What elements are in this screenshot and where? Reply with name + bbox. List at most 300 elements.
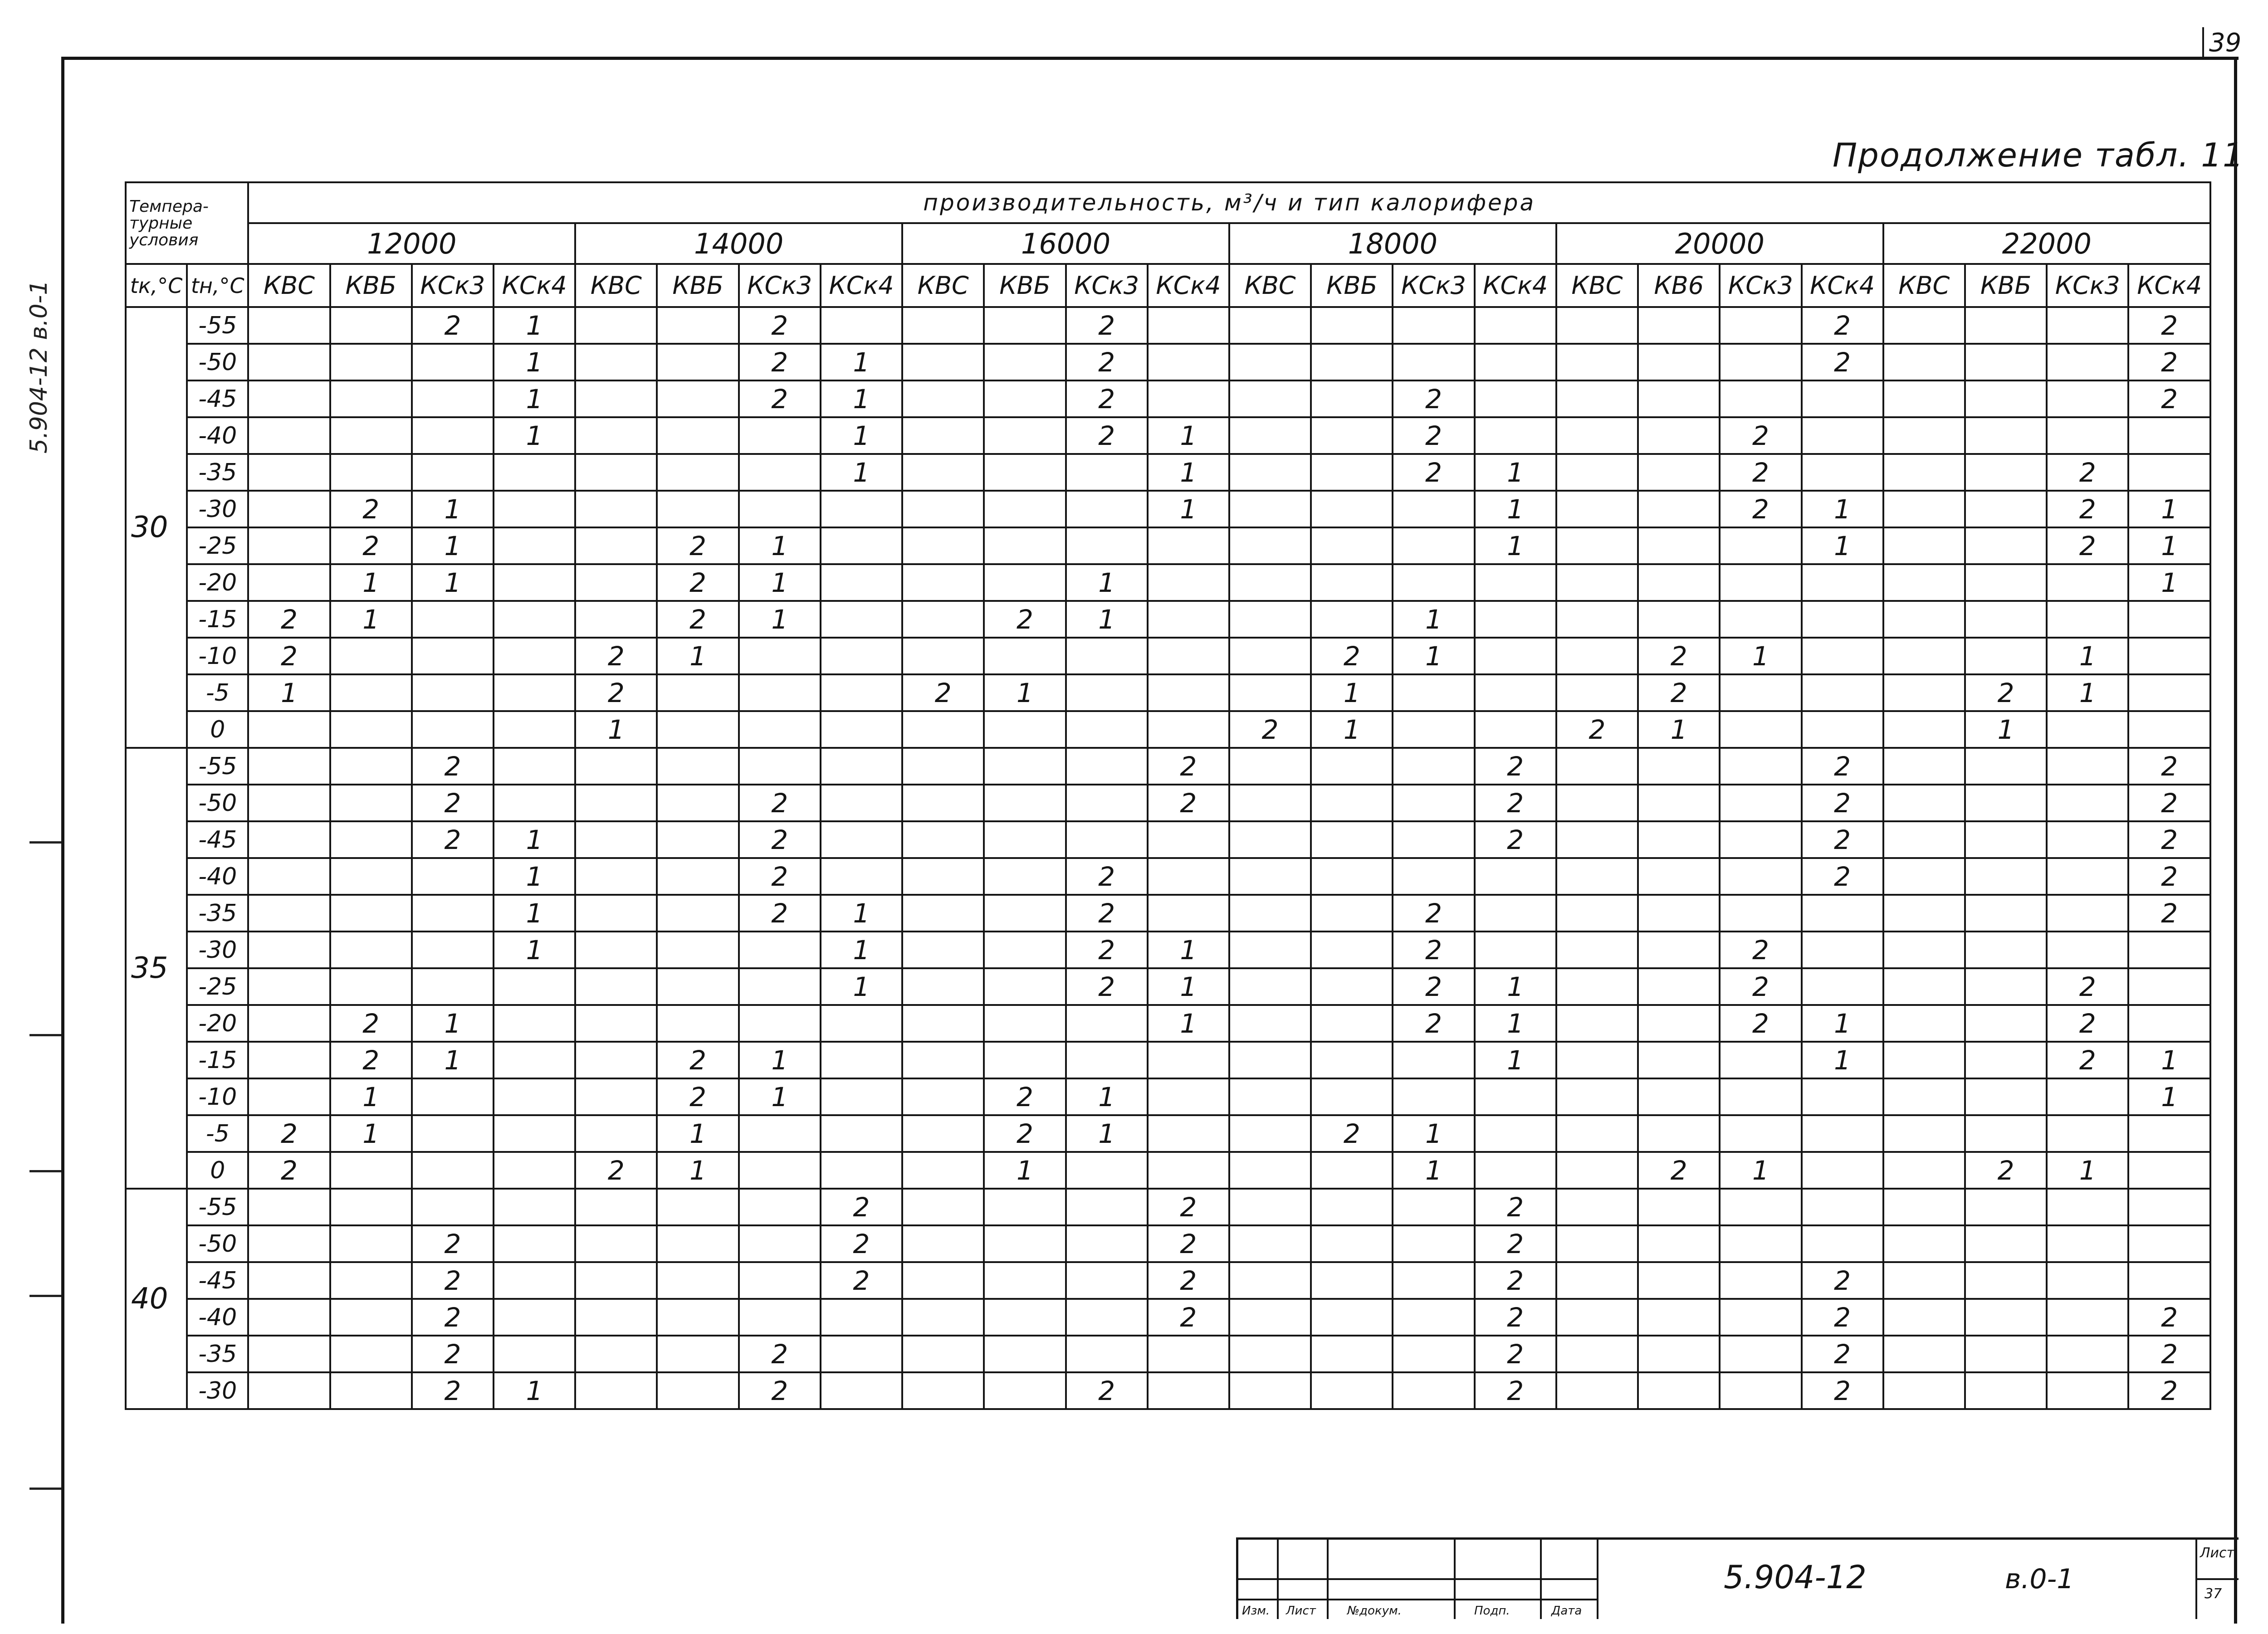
table-cell xyxy=(1229,968,1311,1005)
table-cell xyxy=(494,454,575,491)
table-cell xyxy=(902,1189,984,1225)
table-cell xyxy=(330,1225,412,1262)
table-cell: 2 xyxy=(739,380,821,417)
table-cell: 1 xyxy=(739,601,821,638)
table-cell xyxy=(1229,1115,1311,1152)
table-cell xyxy=(984,527,1066,564)
table-cell: 2 xyxy=(1802,785,1883,821)
table-cell: 2 xyxy=(1148,1225,1229,1262)
calorifer-type-header: КСк4 xyxy=(821,264,902,307)
table-cell xyxy=(1965,527,2047,564)
table-cell xyxy=(1556,1189,1638,1225)
table-cell xyxy=(248,380,330,417)
table-cell: 2 xyxy=(2128,895,2210,932)
table-cell xyxy=(1556,601,1638,638)
table-cell xyxy=(1311,821,1393,858)
table-cell xyxy=(902,1042,984,1078)
table-cell xyxy=(1148,895,1229,932)
table-cell: 2 xyxy=(1148,748,1229,785)
table-cell xyxy=(902,527,984,564)
table-cell xyxy=(1883,1336,1965,1372)
table-cell xyxy=(1311,858,1393,895)
table-cell xyxy=(1802,380,1883,417)
table-cell xyxy=(248,821,330,858)
table-cell xyxy=(739,674,821,711)
table-cell xyxy=(1965,968,2047,1005)
table-cell xyxy=(1229,895,1311,932)
side-code: 5.904-12 в.0-1 xyxy=(25,280,53,454)
table-cell: 1 xyxy=(1148,454,1229,491)
table-cell: 2 xyxy=(2128,380,2210,417)
table-cell xyxy=(1311,785,1393,821)
table-cell xyxy=(1883,1372,1965,1409)
calorifer-type-header: КСк4 xyxy=(1475,264,1556,307)
table-row xyxy=(126,858,2210,895)
table-cell: 2 xyxy=(1802,344,1883,380)
table-cell xyxy=(575,1372,657,1409)
table-cell xyxy=(2047,564,2128,601)
table-cell: 1 xyxy=(1066,1078,1148,1115)
table-cell xyxy=(1883,785,1965,821)
table-cell: 2 xyxy=(821,1225,902,1262)
table-cell xyxy=(1556,527,1638,564)
tk-group-cell: 40 xyxy=(126,1189,187,1409)
table-row xyxy=(126,1042,2210,1078)
table-cell xyxy=(1393,1262,1474,1299)
table-cell xyxy=(1066,711,1148,748)
table-cell xyxy=(1229,1225,1311,1262)
table-cell xyxy=(821,1152,902,1189)
table-cell xyxy=(248,711,330,748)
capacity-header: 16000 xyxy=(902,223,1229,264)
table-cell xyxy=(1229,1189,1311,1225)
table-cell xyxy=(1066,1042,1148,1078)
table-cell: 2 xyxy=(412,1299,494,1336)
table-row xyxy=(126,1005,2210,1042)
table-cell xyxy=(1229,1042,1311,1078)
table-row xyxy=(126,344,2210,380)
table-cell xyxy=(494,1152,575,1189)
table-cell xyxy=(248,858,330,895)
table-cell: 2 xyxy=(821,1262,902,1299)
table-cell: 2 xyxy=(1720,932,1801,968)
table-cell xyxy=(494,564,575,601)
table-cell xyxy=(1393,527,1474,564)
title-block xyxy=(1236,1537,2239,1619)
table-cell: 1 xyxy=(2047,638,2128,674)
frame-right-border xyxy=(2234,57,2237,1624)
table-cell xyxy=(821,527,902,564)
table-cell: 2 xyxy=(330,1042,412,1078)
table-cell xyxy=(1965,638,2047,674)
table-cell: 2 xyxy=(2047,1042,2128,1078)
table-cell: 2 xyxy=(657,1042,738,1078)
table-cell xyxy=(1229,1078,1311,1115)
table-cell xyxy=(1638,1225,1720,1262)
table-cell xyxy=(330,1189,412,1225)
table-cell xyxy=(657,1005,738,1042)
table-cell xyxy=(248,785,330,821)
table-cell xyxy=(1066,1189,1148,1225)
calorifer-type-header: КВБ xyxy=(984,264,1066,307)
table-cell xyxy=(575,601,657,638)
table-cell xyxy=(902,1299,984,1336)
table-cell xyxy=(330,1152,412,1189)
table-cell xyxy=(1148,1115,1229,1152)
table-cell: 2 xyxy=(1802,1336,1883,1372)
table-cell xyxy=(1965,601,2047,638)
table-cell: 2 xyxy=(657,564,738,601)
table-cell xyxy=(1066,1299,1148,1336)
table-cell xyxy=(1393,1336,1474,1372)
table-cell: 2 xyxy=(1802,748,1883,785)
table-row xyxy=(126,1336,2210,1372)
table-cell xyxy=(821,1078,902,1115)
table-cell xyxy=(1965,417,2047,454)
table-cell xyxy=(1965,932,2047,968)
table-row xyxy=(126,1372,2210,1409)
table-cell: 2 xyxy=(1802,858,1883,895)
table-cell xyxy=(739,1115,821,1152)
table-cell xyxy=(1638,564,1720,601)
table-cell xyxy=(1229,491,1311,527)
table-cell xyxy=(1556,1115,1638,1152)
table-cell: 1 xyxy=(1638,711,1720,748)
table-cell xyxy=(494,711,575,748)
table-cell xyxy=(494,1225,575,1262)
table-cell xyxy=(1066,785,1148,821)
table-cell xyxy=(1965,380,2047,417)
table-cell xyxy=(2047,344,2128,380)
table-cell xyxy=(1311,932,1393,968)
table-cell xyxy=(1556,932,1638,968)
table-cell: 2 xyxy=(739,895,821,932)
table-cell: 2 xyxy=(1066,932,1148,968)
page-number: 39 xyxy=(2209,28,2242,58)
table-cell xyxy=(1720,307,1801,344)
table-cell xyxy=(248,932,330,968)
table-cell: 2 xyxy=(412,1262,494,1299)
table-cell xyxy=(821,821,902,858)
table-cell xyxy=(1229,785,1311,821)
table-cell: 1 xyxy=(1720,1152,1801,1189)
table-cell xyxy=(984,1042,1066,1078)
table-row xyxy=(126,1078,2210,1115)
table-cell: 1 xyxy=(821,454,902,491)
calorifer-type-header: КВБ xyxy=(330,264,412,307)
table-cell: 1 xyxy=(494,307,575,344)
table-cell xyxy=(330,1262,412,1299)
table-cell: 2 xyxy=(1802,1299,1883,1336)
table-cell xyxy=(575,821,657,858)
table-cell xyxy=(1802,1152,1883,1189)
calorifer-type-header: КВС xyxy=(248,264,330,307)
table-cell xyxy=(739,417,821,454)
table-cell: 2 xyxy=(1311,638,1393,674)
tk-group-cell: 30 xyxy=(126,307,187,748)
table-cell xyxy=(1393,307,1474,344)
table-cell xyxy=(1883,491,1965,527)
table-cell: 2 xyxy=(330,527,412,564)
tn-cell: -30 xyxy=(187,932,248,968)
table-cell xyxy=(575,1042,657,1078)
table-cell xyxy=(1229,1299,1311,1336)
table-cell xyxy=(1311,895,1393,932)
table-cell: 2 xyxy=(1066,968,1148,1005)
table-cell xyxy=(1802,564,1883,601)
table-cell: 2 xyxy=(739,307,821,344)
tn-cell: -45 xyxy=(187,821,248,858)
table-cell xyxy=(1883,1078,1965,1115)
table-cell xyxy=(1066,821,1148,858)
table-cell xyxy=(1148,858,1229,895)
table-cell xyxy=(902,564,984,601)
table-cell xyxy=(821,638,902,674)
table-cell xyxy=(1148,1042,1229,1078)
table-cell xyxy=(1883,1042,1965,1078)
table-cell: 2 xyxy=(984,601,1066,638)
table-cell: 1 xyxy=(739,1042,821,1078)
calorifer-type-header: КВБ xyxy=(1311,264,1393,307)
table-cell xyxy=(1148,380,1229,417)
document-code: 5.904-12 xyxy=(1724,1559,1867,1596)
table-cell xyxy=(2128,1262,2210,1299)
table-cell xyxy=(1638,748,1720,785)
table-cell xyxy=(1556,491,1638,527)
table-cell xyxy=(1229,674,1311,711)
table-cell: 1 xyxy=(1148,1005,1229,1042)
table-cell xyxy=(821,1336,902,1372)
table-cell xyxy=(1883,638,1965,674)
table-cell xyxy=(494,785,575,821)
table-cell xyxy=(494,1262,575,1299)
table-cell xyxy=(657,417,738,454)
table-cell xyxy=(1638,895,1720,932)
table-cell: 1 xyxy=(412,564,494,601)
tn-cell: -40 xyxy=(187,417,248,454)
capacity-header: 22000 xyxy=(1883,223,2210,264)
table-cell xyxy=(1229,344,1311,380)
table-cell xyxy=(494,1189,575,1225)
table-cell xyxy=(1556,638,1638,674)
table-cell xyxy=(1883,1262,1965,1299)
table-cell: 2 xyxy=(1066,858,1148,895)
table-cell xyxy=(2128,454,2210,491)
table-cell: 1 xyxy=(657,1115,738,1152)
table-cell: 2 xyxy=(1720,968,1801,1005)
table-row xyxy=(126,1115,2210,1152)
table-cell xyxy=(1311,344,1393,380)
table-cell xyxy=(1148,601,1229,638)
table-cell xyxy=(412,1152,494,1189)
table-cell xyxy=(248,1299,330,1336)
table-cell xyxy=(330,748,412,785)
table-cell: 2 xyxy=(2047,491,2128,527)
table-cell xyxy=(2047,1336,2128,1372)
table-cell xyxy=(1638,1189,1720,1225)
table-cell: 1 xyxy=(1475,1005,1556,1042)
table-cell xyxy=(1720,821,1801,858)
table-cell xyxy=(1802,1225,1883,1262)
table-cell: 2 xyxy=(657,527,738,564)
table-cell xyxy=(1311,748,1393,785)
table-cell xyxy=(1720,1225,1801,1262)
table-cell xyxy=(575,895,657,932)
calorifer-type-header: КВБ xyxy=(657,264,738,307)
calorifer-type-header: КВС xyxy=(1883,264,1965,307)
table-cell xyxy=(1148,564,1229,601)
table-cell: 2 xyxy=(984,1115,1066,1152)
table-cell xyxy=(2047,821,2128,858)
table-cell xyxy=(984,932,1066,968)
table-cell xyxy=(1393,1225,1474,1262)
table-cell: 2 xyxy=(2047,527,2128,564)
table-cell xyxy=(821,785,902,821)
table-cell xyxy=(1965,1189,2047,1225)
tn-cell: -30 xyxy=(187,1372,248,1409)
table-cell xyxy=(412,1189,494,1225)
table-cell xyxy=(494,968,575,1005)
table-cell xyxy=(2128,1225,2210,1262)
table-cell xyxy=(1965,307,2047,344)
table-cell xyxy=(412,454,494,491)
table-cell xyxy=(330,344,412,380)
table-cell xyxy=(902,858,984,895)
table-cell: 1 xyxy=(2128,1078,2210,1115)
table-cell xyxy=(657,895,738,932)
table-cell xyxy=(1720,674,1801,711)
table-cell xyxy=(2047,895,2128,932)
table-cell xyxy=(575,1005,657,1042)
table-cell xyxy=(1638,1372,1720,1409)
capacity-header: 12000 xyxy=(248,223,575,264)
table-cell: 1 xyxy=(1475,968,1556,1005)
table-cell xyxy=(494,1005,575,1042)
table-cell xyxy=(657,307,738,344)
tn-cell: -35 xyxy=(187,895,248,932)
table-cell xyxy=(1720,895,1801,932)
table-cell xyxy=(1638,527,1720,564)
table-cell xyxy=(1802,711,1883,748)
table-cell: 1 xyxy=(494,380,575,417)
table-cell xyxy=(739,1299,821,1336)
table-cell xyxy=(1883,527,1965,564)
table-cell xyxy=(821,307,902,344)
table-cell: 2 xyxy=(1475,785,1556,821)
table-cell xyxy=(1475,564,1556,601)
table-cell xyxy=(657,380,738,417)
table-cell: 2 xyxy=(984,1078,1066,1115)
table-cell xyxy=(821,564,902,601)
table-cell xyxy=(1556,1225,1638,1262)
table-cell xyxy=(821,601,902,638)
tn-cell: -15 xyxy=(187,601,248,638)
table-cell xyxy=(1311,601,1393,638)
table-cell: 2 xyxy=(1393,932,1474,968)
table-cell xyxy=(1638,601,1720,638)
table-cell xyxy=(984,638,1066,674)
table-cell xyxy=(1475,307,1556,344)
table-cell xyxy=(1720,711,1801,748)
table-cell: 1 xyxy=(1475,454,1556,491)
tn-cell: -20 xyxy=(187,564,248,601)
table-cell: 1 xyxy=(494,344,575,380)
table-cell xyxy=(1883,711,1965,748)
table-cell: 2 xyxy=(575,674,657,711)
table-cell xyxy=(1556,1152,1638,1189)
table-cell xyxy=(2128,674,2210,711)
col-tk-header: tк,°С xyxy=(126,264,187,307)
table-cell xyxy=(657,968,738,1005)
table-cell xyxy=(1883,858,1965,895)
table-cell: 1 xyxy=(1066,1115,1148,1152)
table-cell xyxy=(330,417,412,454)
table-cell xyxy=(984,344,1066,380)
table-cell xyxy=(248,1189,330,1225)
table-cell xyxy=(1638,1115,1720,1152)
table-cell xyxy=(330,932,412,968)
table-cell xyxy=(330,380,412,417)
tn-cell: -50 xyxy=(187,785,248,821)
table-cell: 2 xyxy=(1475,1336,1556,1372)
table-cell xyxy=(330,858,412,895)
table-cell xyxy=(1883,674,1965,711)
corner-label: Темпера- турные условия xyxy=(126,182,248,264)
table-cell xyxy=(494,674,575,711)
table-cell xyxy=(1802,968,1883,1005)
tn-cell: -40 xyxy=(187,1299,248,1336)
table-cell xyxy=(1148,1372,1229,1409)
table-cell xyxy=(984,785,1066,821)
table-cell xyxy=(1883,1225,1965,1262)
table-cell xyxy=(1556,674,1638,711)
table-cell xyxy=(1965,1115,2047,1152)
tn-cell: -40 xyxy=(187,858,248,895)
table-cell xyxy=(821,491,902,527)
table-cell xyxy=(1393,711,1474,748)
table-row xyxy=(126,307,2210,344)
table-cell: 1 xyxy=(984,1152,1066,1189)
table-cell xyxy=(657,858,738,895)
table-cell xyxy=(1638,344,1720,380)
table-cell xyxy=(984,968,1066,1005)
table-cell xyxy=(1965,785,2047,821)
table-cell xyxy=(1965,858,2047,895)
table-cell xyxy=(1720,344,1801,380)
table-cell xyxy=(330,454,412,491)
table-title: производительность, м³/ч и тип калорифера xyxy=(248,182,2210,223)
table-cell: 1 xyxy=(1393,638,1474,674)
table-cell xyxy=(1720,1042,1801,1078)
table-cell xyxy=(1393,491,1474,527)
table-cell xyxy=(412,344,494,380)
table-cell xyxy=(1720,785,1801,821)
table-cell xyxy=(1802,674,1883,711)
table-cell xyxy=(739,1152,821,1189)
table-cell xyxy=(821,858,902,895)
table-cell xyxy=(1965,748,2047,785)
table-cell: 1 xyxy=(494,932,575,968)
table-cell: 1 xyxy=(1475,527,1556,564)
table-cell: 1 xyxy=(1066,601,1148,638)
table-cell: 2 xyxy=(1393,968,1474,1005)
table-cell xyxy=(657,711,738,748)
table-cell xyxy=(2128,711,2210,748)
table-cell: 1 xyxy=(821,380,902,417)
table-cell: 2 xyxy=(1148,785,1229,821)
table-cell xyxy=(2047,1262,2128,1299)
table-cell xyxy=(1965,1005,2047,1042)
